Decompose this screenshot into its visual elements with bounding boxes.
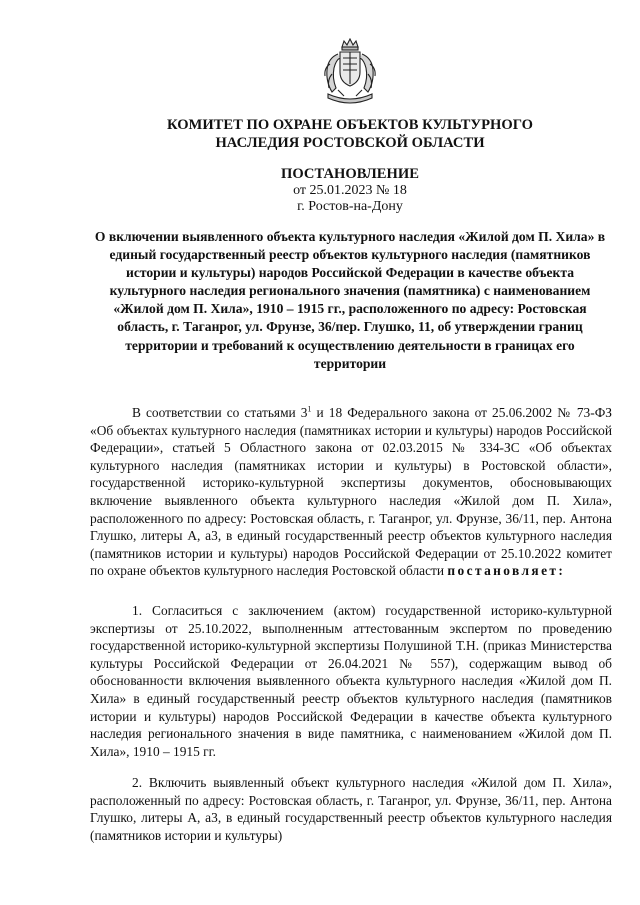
intro-text-part-2: и 18 Федерального закона от 25.06.2002 № 73-ФЗ «Об объектах культурного наследия (памятниках истории и культуры) народов Российской Федерации», статьей 5 Областного закона от 02.03.2015 № 334-ЗС «Об объектах культурного наследия (памятниках истории и культуры) в Ростовской области», государственной историко-культурной экспертизы документов, обосновывающих включение выявленного объекта культурного наследия «Жилой дом П. Хила», расположенного по адресу: Ростовская область, г. Таганрог, ул. Фрунзе, 36/11, пер. Антона Глушко, литеры А, а3, в единый государственный реестр объектов культурного наследия (памятников истории и культуры) народов Российской Федерации от 25.10.2022 комитет по охране объектов культурного наследия Ростовской области xyxy=(90,405,612,579)
document-city: г. Ростов-на-Дону xyxy=(297,199,403,214)
document-type: ПОСТАНОВЛЕНИЕ xyxy=(281,166,419,182)
coat-of-arms-emblem xyxy=(318,38,382,108)
committee-line-1: КОМИТЕТ ПО ОХРАНЕ ОБЪЕКТОВ КУЛЬТУРНОГО xyxy=(166,117,533,133)
item-2-text: 2. Включить выявленный объект культурного наследия «Жилой дом П. Хила», расположенный по адресу: Ростовская область, г. Таганрог, ул. Фрунзе, 36/11, пер. Антона Глушко, литеры А, а3, в единый государственный реестр объектов культурного наследия (памятников истории и культуры) xyxy=(90,775,612,843)
document-subject: О включении выявленного объекта культурного наследия «Жилой дом П. Хила» в единый государственный реестр объектов культурного наследия (памятников истории и культуры) народов Российской Федерации в качестве объекта культурного наследия регионального значения (памятника) с наименованием «Жилой дом П. Хила», 1910 – 1915 гг., расположенного по адресу: Ростовская область, г. Таганрог, ул. Фрунзе, 36/пер. Глушко, 11, об утверждении границ территории и требований к осуществлению деятельности в границах его территории xyxy=(94,229,606,371)
item-2-paragraph xyxy=(90,774,612,844)
intro-superscript: 1 xyxy=(307,404,312,414)
committee-line-2: НАСЛЕДИЯ РОСТОВСКОЙ ОБЛАСТИ xyxy=(215,135,485,151)
item-1-paragraph xyxy=(90,602,612,760)
intro-paragraph xyxy=(90,404,612,580)
document-date-number: от 25.01.2023 № 18 xyxy=(293,183,407,198)
committee-name xyxy=(90,116,610,152)
resolves-word: постановляет: xyxy=(447,563,566,579)
item-1-text: 1. Согласиться с заключением (актом) государственной историко-культурной экспертизы от 25.10.2022, выполненным аттестованным экспертом по проведению государственной историко-культурной экспертизы Полушиной Т.Н. (приказ Министерства культуры Российской Федерации от 26.04.2021 № 557), содержащим вывод об обоснованности включения выявленного объекта культурного наследия «Жилой дом П. Хила» в единый государственный реестр объектов культурного наследия (памятников истории и культуры) народов Российской Федерации в качестве объекта культурного наследия регионального значения в виде памятника, с наименованием «Жилой дом П. Хила», 1910 – 1915 гг. xyxy=(90,603,612,759)
intro-text-part-1: В соответствии со статьями 3 xyxy=(132,405,308,420)
